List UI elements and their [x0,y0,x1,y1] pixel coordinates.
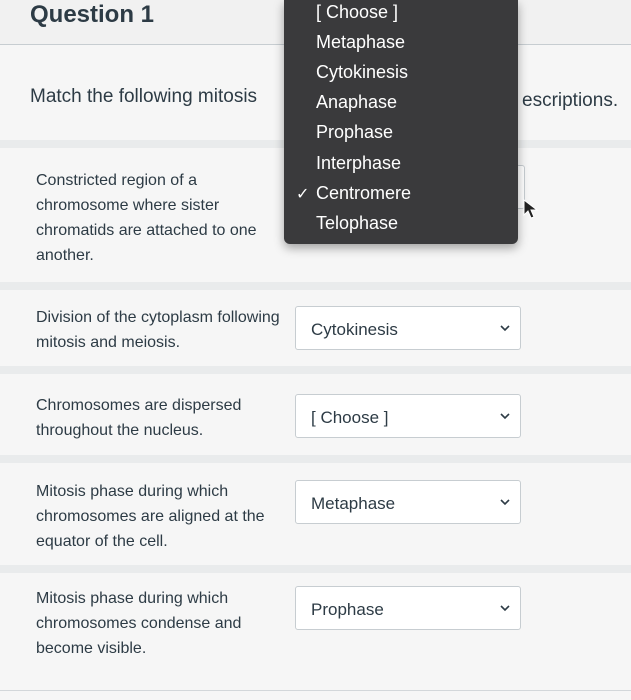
checkmark-icon: ✓ [296,186,310,203]
match-prompt-4: Mitosis phase during which chromosomes are aligned at the equator of the cell. [36,483,265,550]
dropdown-option[interactable]: [ Choose ] [316,2,399,22]
dropdown-option[interactable]: Interphase [316,153,402,173]
dropdown-option-selected[interactable]: Centromere [316,183,412,203]
match-select-2[interactable] [295,306,521,350]
match-prompt-2: Division of the cytoplasm following mitosis and meiosis. [36,309,280,351]
dropdown-option[interactable]: Cytokinesis [316,62,409,82]
question-instructions: Match the following mitosis [30,86,258,107]
match-select-5-value: Prophase [311,600,384,619]
match-select-3[interactable] [295,394,521,438]
match-select-3-value: [ Choose ] [311,408,389,427]
row-divider [0,690,631,691]
row-divider [0,282,631,290]
row-divider [0,565,631,573]
chevron-down-icon [498,601,512,615]
match-select-2-value: Cytokinesis [311,320,398,339]
question-title: Question 1 [30,1,155,28]
row-divider [0,455,631,463]
mouse-pointer-icon [522,198,540,220]
chevron-down-icon [498,409,512,423]
dropdown-option[interactable]: Metaphase [316,32,406,52]
match-select-5[interactable] [295,586,521,630]
dropdown-option[interactable]: Telophase [316,213,399,233]
match-select-4[interactable] [295,480,521,524]
match-prompt-3: Chromosomes are dispersed throughout the nucleus. [36,397,242,439]
match-prompt-1: Constricted region of a chromosome where sister chromatids are attached to one another. [36,172,257,264]
row-divider [0,366,631,374]
match-select-4-value: Metaphase [311,494,396,513]
chevron-down-icon [498,321,512,335]
chevron-down-icon [498,495,512,509]
dropdown-option[interactable]: Prophase [316,122,394,142]
dropdown-option[interactable]: Anaphase [316,92,398,112]
dropdown-menu [284,0,518,244]
match-prompt-5: Mitosis phase during which chromosomes condense and become visible. [36,590,242,657]
question-instructions-tail: escriptions. [522,90,619,111]
